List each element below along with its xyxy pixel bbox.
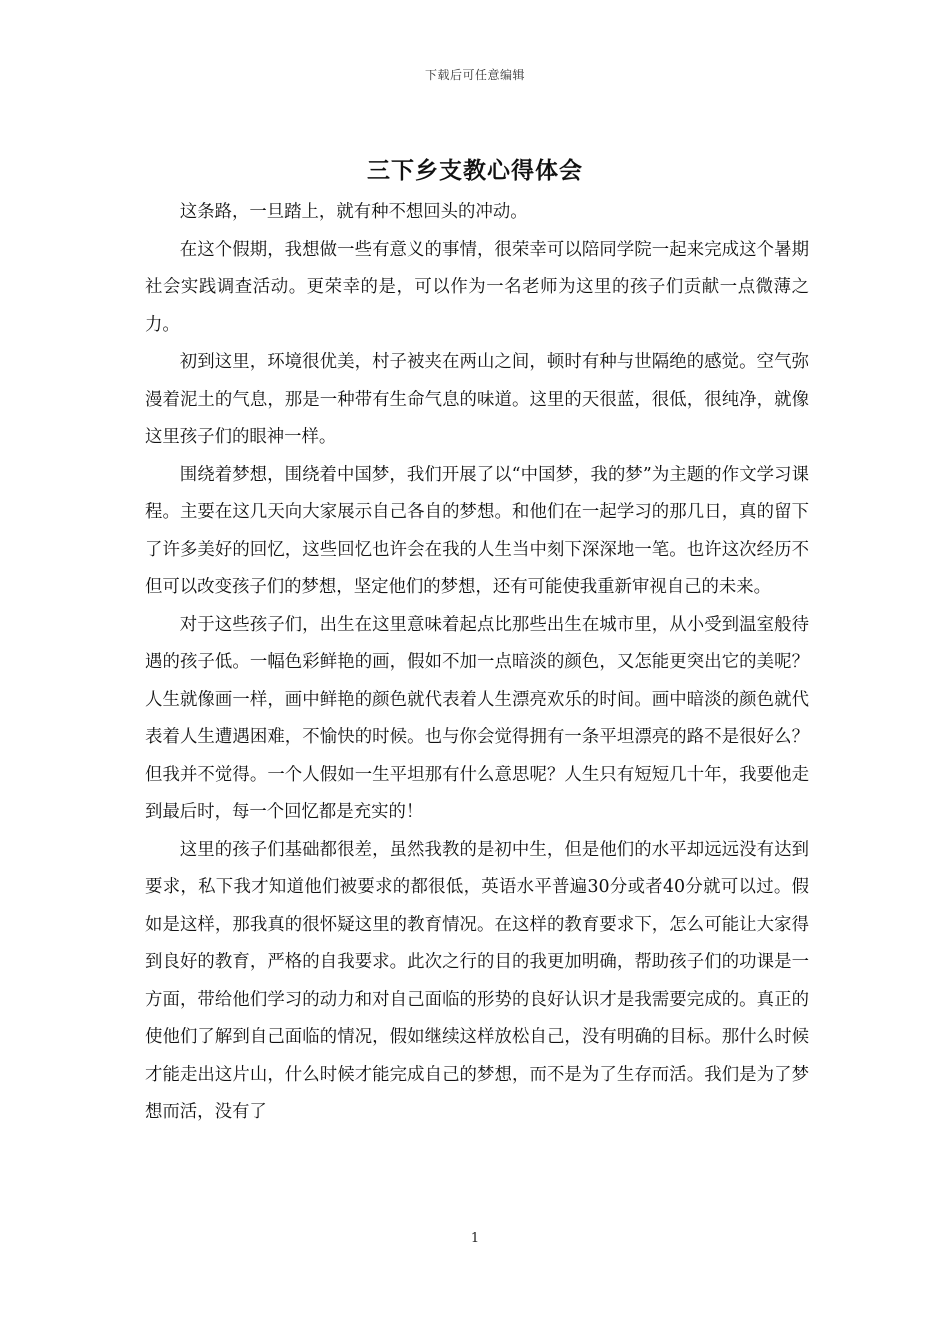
document-title: 三下乡支教心得体会: [367, 158, 583, 184]
paragraph: 围绕着梦想，围绕着中国梦，我们开展了以“中国梦，我的梦”为主题的作文学习课程。主要在这几天向大家展示自己各自的梦想。和他们在一起学习的那几日，真的留下了许多美好的回忆，这些回忆也许会在我的人生当中刻下深深地一笔。也许这次经历不但可以改变孩子们的梦想，坚定他们的梦想，还有可能使我重新审视自己的未来。: [145, 464, 809, 597]
paragraph: 对于这些孩子们，出生在这里意味着起点比那些出生在城市里，从小受到温室般待遇的孩子低。一幅色彩鲜艳的画，假如不加一点暗淡的颜色，又怎能更突出它的美呢？人生就像画一样，画中鲜艳的颜色就代表着人生漂亮欢乐的时间。画中暗淡的颜色就代表着人生遭遇困难，不愉快的时候。也与你会觉得拥有一条平坦漂亮的路不是很好么？但我并不觉得。一个人假如一生平坦那有什么意思呢？人生只有短短几十年，我要他走到最后时，每一个回忆都是充实的！: [145, 614, 809, 822]
page-number: 1: [470, 1231, 480, 1246]
paragraph: 这里的孩子们基础都很差，虽然我教的是初中生，但是他们的水平却远远没有达到要求，私下我才知道他们被要求的都很低，英语水平普遍30分或者40分就可以过。假如是这样，那我真的很怀疑这里的教育情况。在这样的教育要求下，怎么可能让大家得到良好的教育，严格的自我要求。此次之行的目的我更加明确，帮助孩子们的功课是一方面，带给他们学习的动力和对自己面临的形势的良好认识才是我需要完成的。真正的使他们了解到自己面临的情况，假如继续这样放松自己，没有明确的目标。那什么时候才能走出这片山，什么时候才能完成自己的梦想，而不是为了生存而活。我们是为了梦想而活，没有了: [145, 839, 809, 1122]
document-body: [145, 194, 809, 1132]
paragraph: 这条路，一旦踏上，就有种不想回头的冲动。: [179, 202, 528, 222]
paragraph: 初到这里，环境很优美，村子被夹在两山之间，顿时有种与世隔绝的感觉。空气弥漫着泥土的气息，那是一种带有生命气息的味道。这里的天很蓝，很低，很纯净，就像这里孩子们的眼神一样。: [145, 352, 809, 447]
header-note: 下载后可任意编辑: [424, 68, 525, 82]
paragraph: 在这个假期，我想做一些有意义的事情，很荣幸可以陪同学院一起来完成这个暑期社会实践调查活动。更荣幸的是，可以作为一名老师为这里的孩子们贡献一点微薄之力。: [145, 239, 809, 335]
